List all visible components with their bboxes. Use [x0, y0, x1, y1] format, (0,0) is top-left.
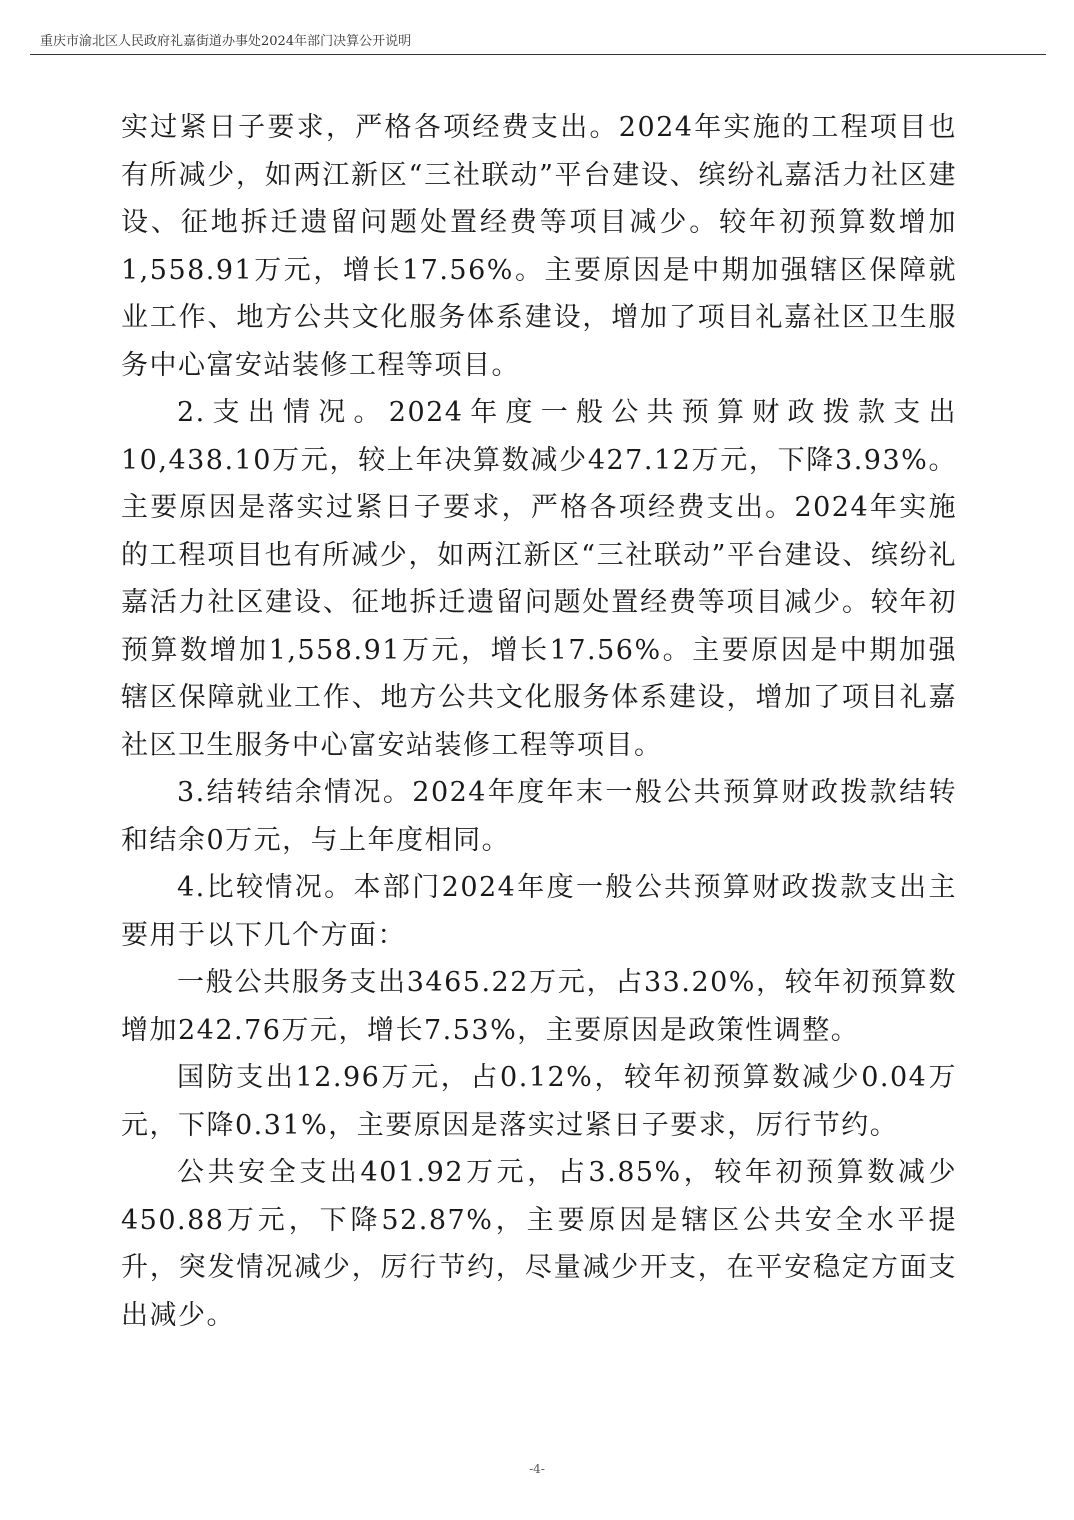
document-body: [121, 104, 957, 1339]
paragraph-expenditure: 2.支出情况。2024年度一般公共预算财政拨款支出10,438.10万元，较上年决算数减少427.12万元，下降3.93%。主要原因是落实过紧日子要求，严格各项经费支出。2024年实施的工程项目也有所减少，如两江新区“三社联动”平台建设、缤纷礼嘉活力社区建设、征地拆迁遗留问题处置经费等项目减少。较年初预算数增加1,558.91万元，增长17.56%。主要原因是中期加强辖区保障就业工作、地方公共文化服务体系建设，增加了项目礼嘉社区卫生服务中心富安站装修工程等项目。: [121, 397, 957, 761]
paragraph-carryover: 3.结转结余情况。2024年度年末一般公共预算财政拨款结转和结余0万元，与上年度相同。: [121, 777, 957, 856]
paragraph-defense: 国防支出12.96万元，占0.12%，较年初预算数减少0.04万元，下降0.31%，主要原因是落实过紧日子要求，厉行节约。: [121, 1062, 957, 1141]
paragraph-public-security: 公共安全支出401.92万元，占3.85%，较年初预算数减少450.88万元，下降52.87%，主要原因是辖区公共安全水平提升，突发情况减少，厉行节约，尽量减少开支，在平安稳定方面支出减少。: [121, 1157, 957, 1331]
paragraph-public-services: 一般公共服务支出3465.22万元，占33.20%，较年初预算数增加242.76万元，增长7.53%，主要原因是政策性调整。: [121, 967, 957, 1046]
document-header-title: 重庆市渝北区人民政府礼嘉街道办事处2024年部门决算公开说明: [40, 34, 412, 49]
paragraph-comparison: 4.比较情况。本部门2024年度一般公共预算财政拨款支出主要用于以下几个方面：: [121, 872, 957, 951]
header-divider: [30, 54, 1046, 55]
page-number: -4-: [529, 1462, 545, 1476]
paragraph-continuation: 实过紧日子要求，严格各项经费支出。2024年实施的工程项目也有所减少，如两江新区“三社联动”平台建设、缤纷礼嘉活力社区建设、征地拆迁遗留问题处置经费等项目减少。较年初预算数增加1,558.91万元，增长17.56%。主要原因是中期加强辖区保障就业工作、地方公共文化服务体系建设，增加了项目礼嘉社区卫生服务中心富安站装修工程等项目。: [121, 112, 957, 381]
